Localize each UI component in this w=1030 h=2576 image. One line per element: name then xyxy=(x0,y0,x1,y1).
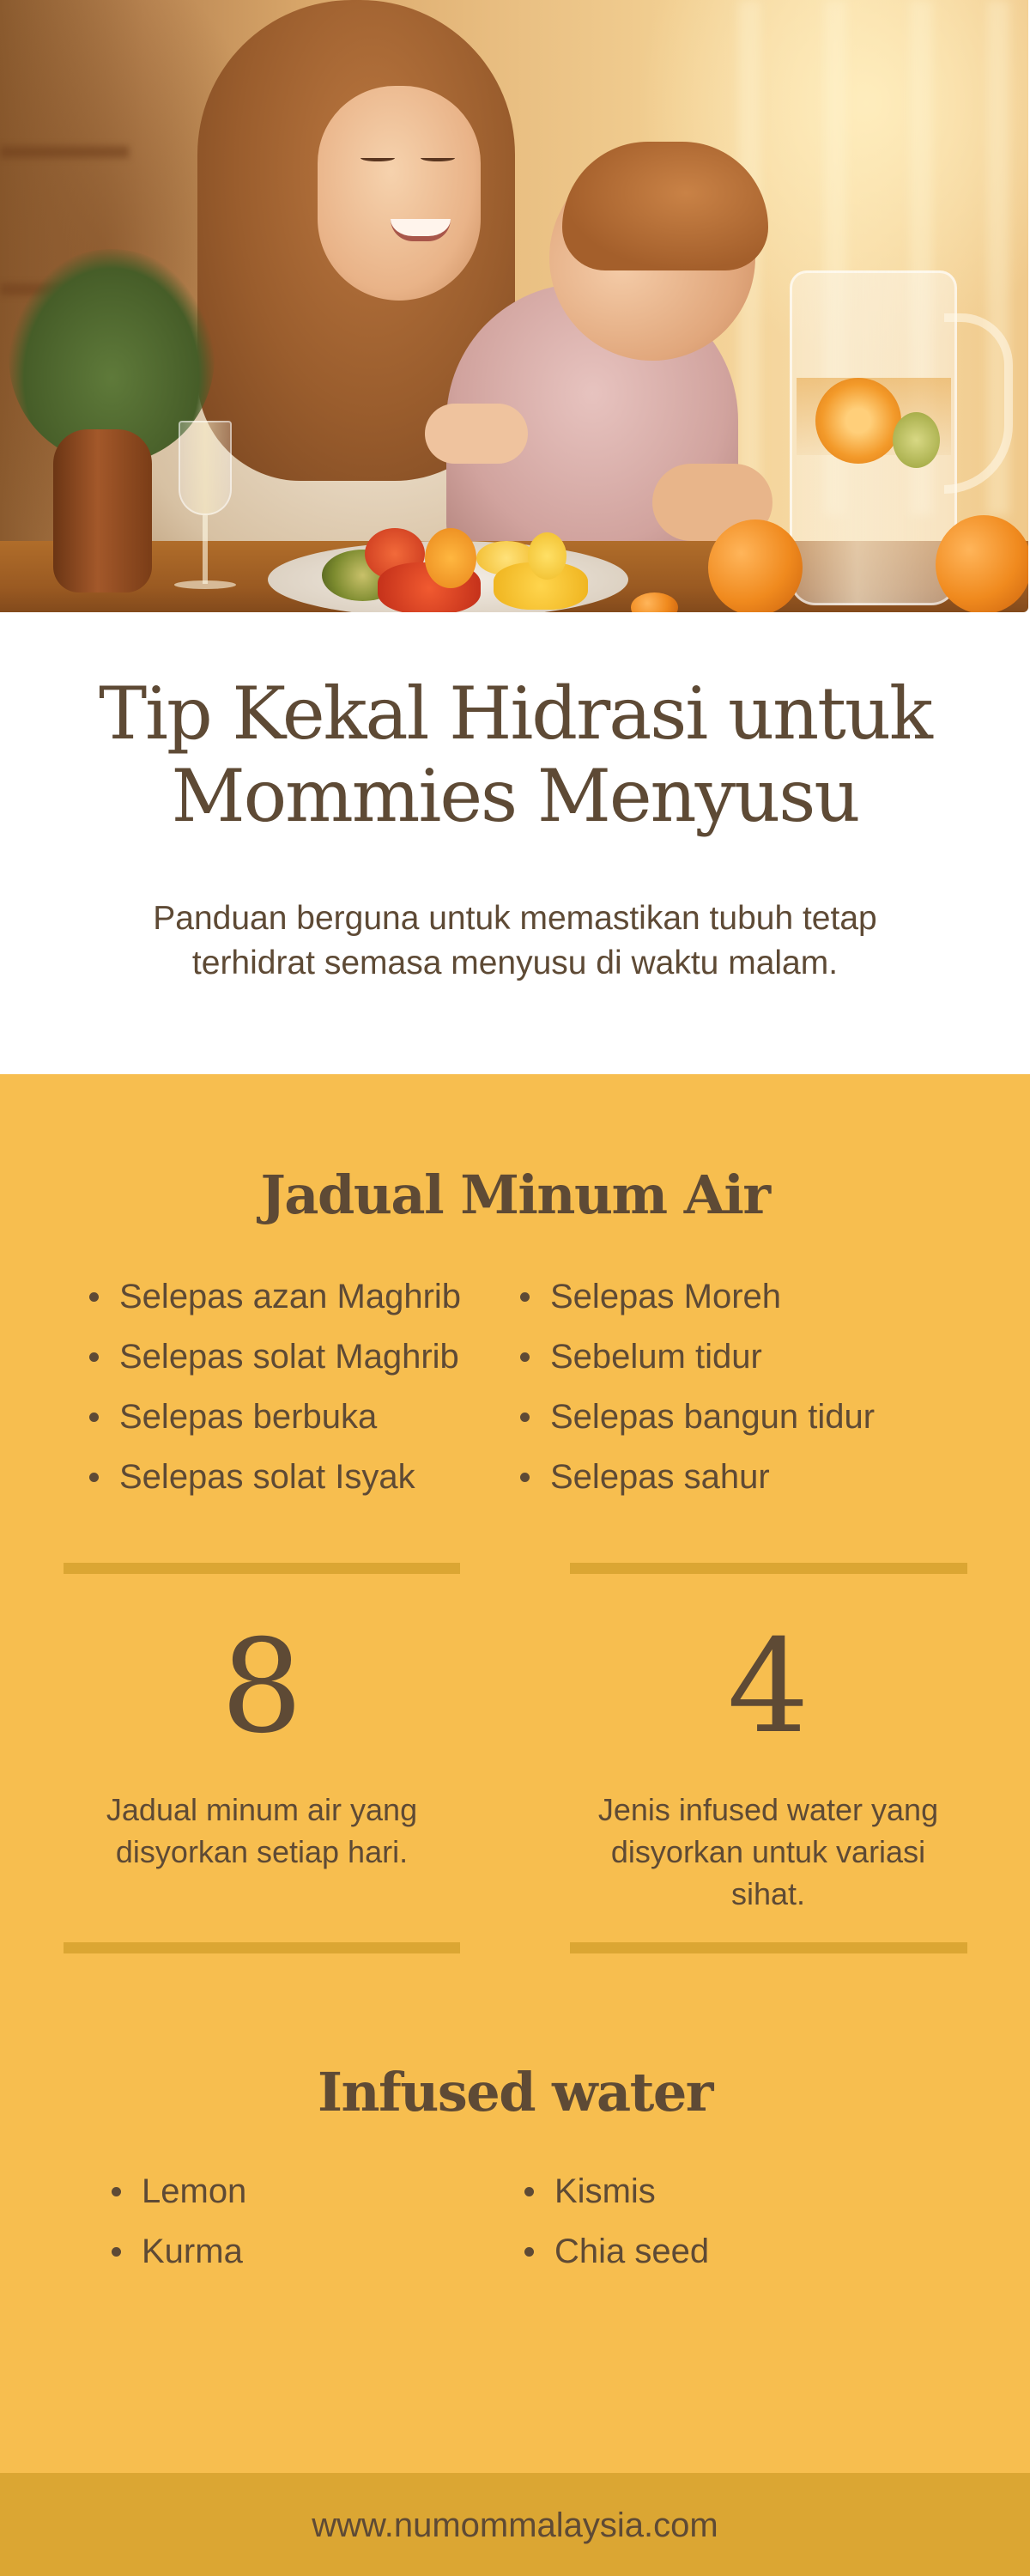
stat-value-schedules: 8 xyxy=(221,1613,303,1762)
list-item-label: Selepas berbuka xyxy=(119,1398,378,1436)
stat-description-line: disyorkan setiap hari. xyxy=(115,1834,409,1869)
list-item xyxy=(93,1327,461,1387)
stat-description-line: disyorkan untuk variasi xyxy=(610,1834,926,1869)
stat-divider-bottom-right xyxy=(570,1942,967,1953)
list-item-label: Sebelum tidur xyxy=(550,1338,762,1376)
stat-divider-top-right xyxy=(570,1563,967,1574)
baby-hair xyxy=(562,142,768,270)
schedule-list-right xyxy=(524,1267,875,1507)
vase-icon xyxy=(53,429,152,592)
list-item-label: Selepas solat Isyak xyxy=(119,1458,415,1496)
orange-icon xyxy=(936,515,1028,612)
list-item-label: Selepas Moreh xyxy=(550,1278,782,1315)
list-item-label: Kurma xyxy=(142,2233,243,2270)
bullet-icon xyxy=(112,2187,121,2196)
bullet-icon xyxy=(520,1352,530,1362)
list-item-label: Chia seed xyxy=(554,2233,710,2270)
orange-slice-icon xyxy=(815,378,901,464)
bullet-icon xyxy=(520,1473,530,1482)
subtitle-line-2: terhidrat semasa menyusu di waktu malam. xyxy=(191,945,839,981)
mother-face xyxy=(318,86,481,301)
infused-heading: Infused water xyxy=(318,2061,712,2123)
stat-divider-bottom-left xyxy=(64,1942,460,1953)
page-title-line-1: Tip Kekal Hidrasi untuk xyxy=(99,671,931,756)
footer xyxy=(0,2473,1030,2576)
stat-description-schedules xyxy=(64,1789,460,1873)
stat-description-line: sihat. xyxy=(730,1876,806,1911)
infused-list-left xyxy=(115,2161,246,2281)
glass-foot xyxy=(174,580,236,589)
subtitle-line-1: Panduan berguna untuk memastikan tubuh tetap xyxy=(153,900,877,937)
wine-glass-icon xyxy=(179,421,232,515)
website-link[interactable]: www.numommalaysia.com xyxy=(312,2506,718,2544)
list-item xyxy=(524,1267,875,1327)
hero-photo xyxy=(0,0,1028,612)
infused-list-right xyxy=(528,2161,709,2281)
schedule-list-left xyxy=(93,1267,461,1507)
list-item xyxy=(115,2161,246,2221)
stat-divider-top-left xyxy=(64,1563,460,1574)
orange-icon xyxy=(708,519,803,612)
list-item xyxy=(93,1387,461,1447)
page-subtitle xyxy=(86,896,944,986)
mother-eye xyxy=(360,155,395,161)
glass-stem xyxy=(203,515,208,584)
bullet-icon xyxy=(112,2247,121,2257)
list-item-label: Selepas sahur xyxy=(550,1458,770,1496)
list-item xyxy=(524,1447,875,1507)
list-item-label: Kismis xyxy=(554,2172,656,2210)
bullet-icon xyxy=(524,2247,534,2257)
bullet-icon xyxy=(520,1413,530,1422)
page-title xyxy=(0,672,1030,837)
mother-eye xyxy=(421,155,455,161)
background-shelf xyxy=(0,146,129,158)
page-title-line-2: Mommies Menyusu xyxy=(171,754,859,838)
list-item xyxy=(528,2161,709,2221)
stat-value-infused-types: 4 xyxy=(727,1613,809,1762)
list-item-label: Selepas azan Maghrib xyxy=(119,1278,462,1315)
stat-description-line: Jadual minum air yang xyxy=(106,1792,418,1827)
list-item xyxy=(528,2221,709,2281)
list-item xyxy=(93,1447,461,1507)
list-item-label: Lemon xyxy=(142,2172,247,2210)
list-item xyxy=(524,1387,875,1447)
lime-slice-icon xyxy=(893,412,940,468)
bullet-icon xyxy=(89,1352,99,1362)
schedule-heading: Jadual Minum Air xyxy=(260,1163,770,1226)
bullet-icon xyxy=(524,2187,534,2196)
bullet-icon xyxy=(89,1473,99,1482)
baby-hand xyxy=(425,404,528,464)
bullet-icon xyxy=(89,1292,99,1302)
bullet-icon xyxy=(520,1292,530,1302)
list-item xyxy=(115,2221,246,2281)
list-item-label: Selepas bangun tidur xyxy=(550,1398,876,1436)
list-item xyxy=(93,1267,461,1327)
list-item xyxy=(524,1327,875,1387)
peach-icon xyxy=(425,528,476,588)
stat-description-line: Jenis infused water yang xyxy=(597,1792,939,1827)
stat-description-infused-types xyxy=(570,1789,966,1915)
list-item-label: Selepas solat Maghrib xyxy=(119,1338,459,1376)
bullet-icon xyxy=(89,1413,99,1422)
pineapple-icon xyxy=(528,532,566,580)
